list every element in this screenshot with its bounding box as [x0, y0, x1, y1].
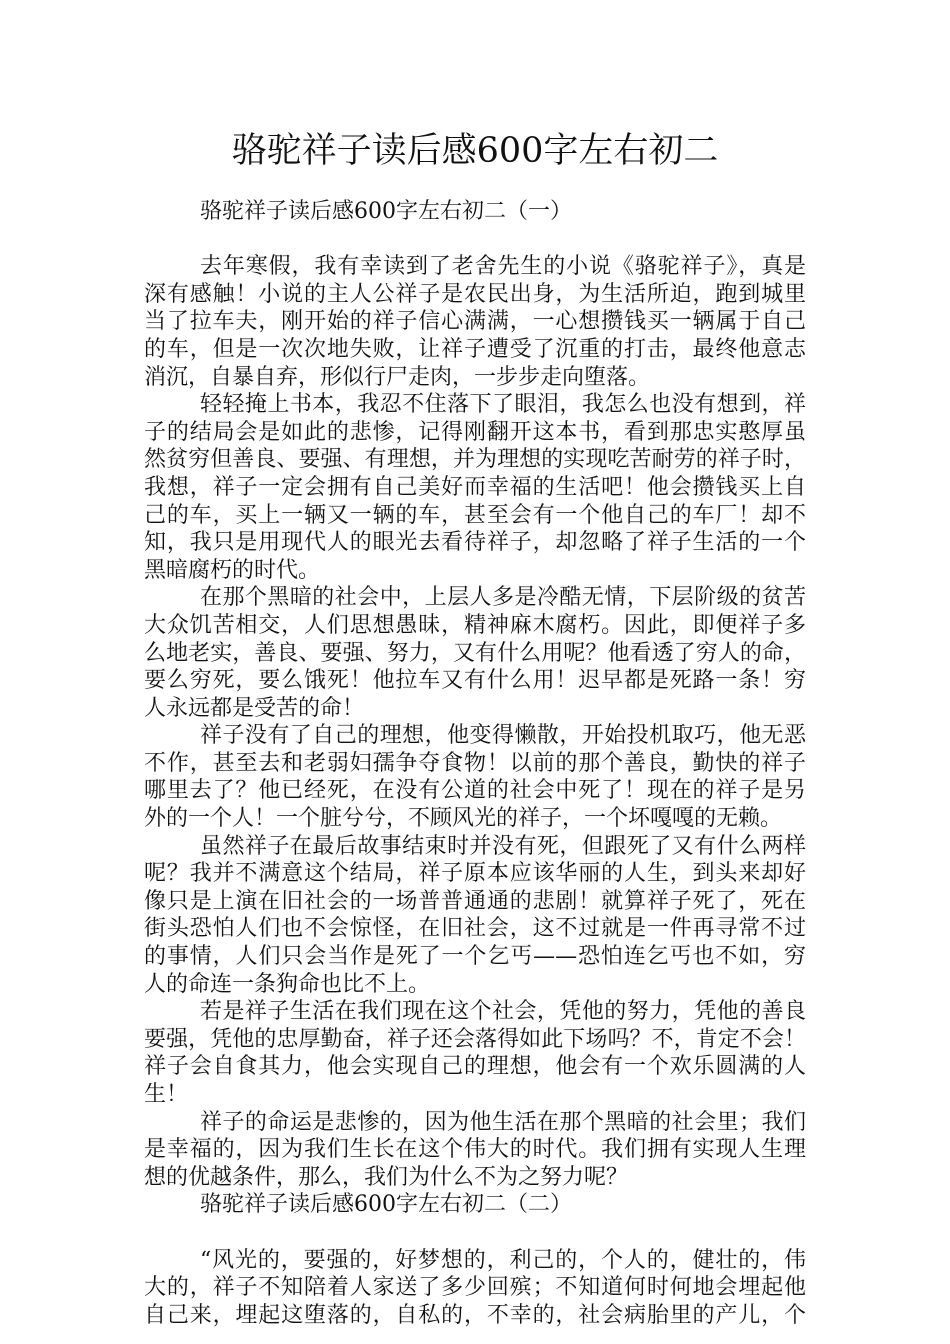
text-line: 当了拉车夫，刚开始的祥子信心满满，一心想攒钱买一辆属于自己: [144, 309, 806, 335]
text-line: 子的结局会是如此的悲惨，记得刚翻开这本书，看到那忠实憨厚虽: [144, 419, 806, 445]
section-heading-1: 骆驼祥子读后感600字左右初二（一）: [200, 199, 572, 224]
text-line: 祥子会自食其力，他会实现自己的理想，他会有一个欢乐圆满的人: [144, 1054, 806, 1080]
text-line: 的车，但是一次次地失败，让祥子遭受了沉重的打击，最终他意志: [144, 336, 806, 362]
paragraph-6: [144, 998, 806, 1108]
text-line: 消沉，自暴自弃，形似行尸走肉，一步步走向堕落。: [144, 364, 651, 390]
text-line: 哪里去了？他已经死，在没有公道的社会中死了！现在的祥子是另: [144, 778, 806, 804]
text-line: 若是祥子生活在我们现在这个社会，凭他的努力，凭他的善良: [200, 999, 806, 1025]
text-line: 么地老实，善良、要强、努力，又有什么用呢？他看透了穷人的命，: [144, 640, 806, 666]
text-line: 呢？我并不满意这个结局，祥子原本应该华丽的人生，到头来却好: [144, 861, 806, 887]
text-line: 黑暗腐朽的时代。: [144, 557, 321, 583]
text-line: 在那个黑暗的社会中，上层人多是冷酷无情，下层阶级的贫苦: [200, 585, 806, 611]
paragraph-2: [144, 391, 806, 584]
text-line: 然贫穷但善良、要强、有理想，并为理想的实现吃苦耐劳的祥子时，: [144, 447, 806, 473]
text-line: 虽然祥子在最后故事结束时并没有死，但跟死了又有什么两样: [200, 833, 806, 859]
text-line: 街头恐怕人们也不会惊怪，在旧社会，这不过就是一件再寻常不过: [144, 916, 806, 942]
text-line: 人的命连一条狗命也比不上。: [144, 971, 431, 997]
text-line: 要强，凭他的忠厚勤奋，祥子还会落得如此下场吗？不，肯定不会！: [144, 1026, 806, 1052]
text-line: 大的，祥子不知陪着人家送了多少回殡；不知道何时何地会埋起他: [144, 1275, 806, 1301]
text-line: 自己来，埋起这堕落的，自私的，不幸的，社会病胎里的产儿，个: [144, 1302, 806, 1328]
text-line: 外的一个人！一个脏兮兮，不顾风光的祥子，一个坏嘎嘎的无赖。: [144, 806, 783, 832]
section-heading-2: 骆驼祥子读后感600字左右初二（二）: [200, 1192, 572, 1218]
text-line: 人永远都是受苦的命！: [144, 695, 365, 721]
text-line: 像只是上演在旧社会的一场普普通通的悲剧！就算祥子死了，死在: [144, 888, 806, 914]
text-line: 大众饥苦相交，人们思想愚昧，精神麻木腐朽。因此，即便祥子多: [144, 612, 806, 638]
document-title: 骆驼祥子读后感600字左右初二: [231, 131, 719, 171]
text-line: 祥子没有了自己的理想，他变得懒散，开始投机取巧，他无恶: [200, 723, 806, 749]
text-line: 祥子的命运是悲惨的，因为他生活在那个黑暗的社会里；我们: [200, 1109, 806, 1135]
paragraph-8: [144, 1247, 806, 1330]
text-line: 的事情，人们只会当作是死了一个乞丐——恐怕连乞丐也不如，穷: [144, 944, 806, 970]
blank-line: [144, 226, 806, 254]
text-line: 深有感触！小说的主人公祥子是农民出身，为生活所迫，跑到城里: [144, 281, 806, 307]
text-line: 生！: [144, 1082, 189, 1107]
paragraph-4: [144, 722, 806, 832]
text-line: 不作，甚至去和老弱妇孺争夺食物！以前的那个善良，勤快的祥子: [144, 750, 806, 776]
blank-line: [144, 1219, 806, 1247]
paragraph-1: [144, 253, 806, 391]
paragraph-7: [144, 1109, 806, 1192]
text-line: 我想，祥子一定会拥有自己美好而幸福的生活吧！他会攒钱买上自: [144, 474, 806, 500]
text-line: 去年寒假，我有幸读到了老舍先生的小说《骆驼祥子》，真是: [200, 254, 806, 280]
text-line: “风光的，要强的，好梦想的，利己的，个人的，健壮的，伟: [200, 1247, 806, 1273]
text-line: 己的车，买上一辆又一辆的车，甚至会有一个他自己的车厂！却不: [144, 502, 806, 528]
text-line: 是幸福的，因为我们生长在这个伟大的时代。我们拥有实现人生理: [144, 1137, 806, 1163]
paragraph-3: [144, 584, 806, 722]
text-line: 要么穷死，要么饿死！他拉车又有什么用！迟早都是死路一条！穷: [144, 668, 806, 694]
document-body: [144, 198, 806, 1329]
text-line: 知，我只是用现代人的眼光去看待祥子，却忽略了祥子生活的一个: [144, 530, 806, 556]
text-line: 想的优越条件，那么，我们为什么不为之努力呢？: [144, 1164, 629, 1190]
text-line: 轻轻掩上书本，我忍不住落下了眼泪，我怎么也没有想到，祥: [200, 392, 806, 418]
paragraph-5: [144, 833, 806, 999]
